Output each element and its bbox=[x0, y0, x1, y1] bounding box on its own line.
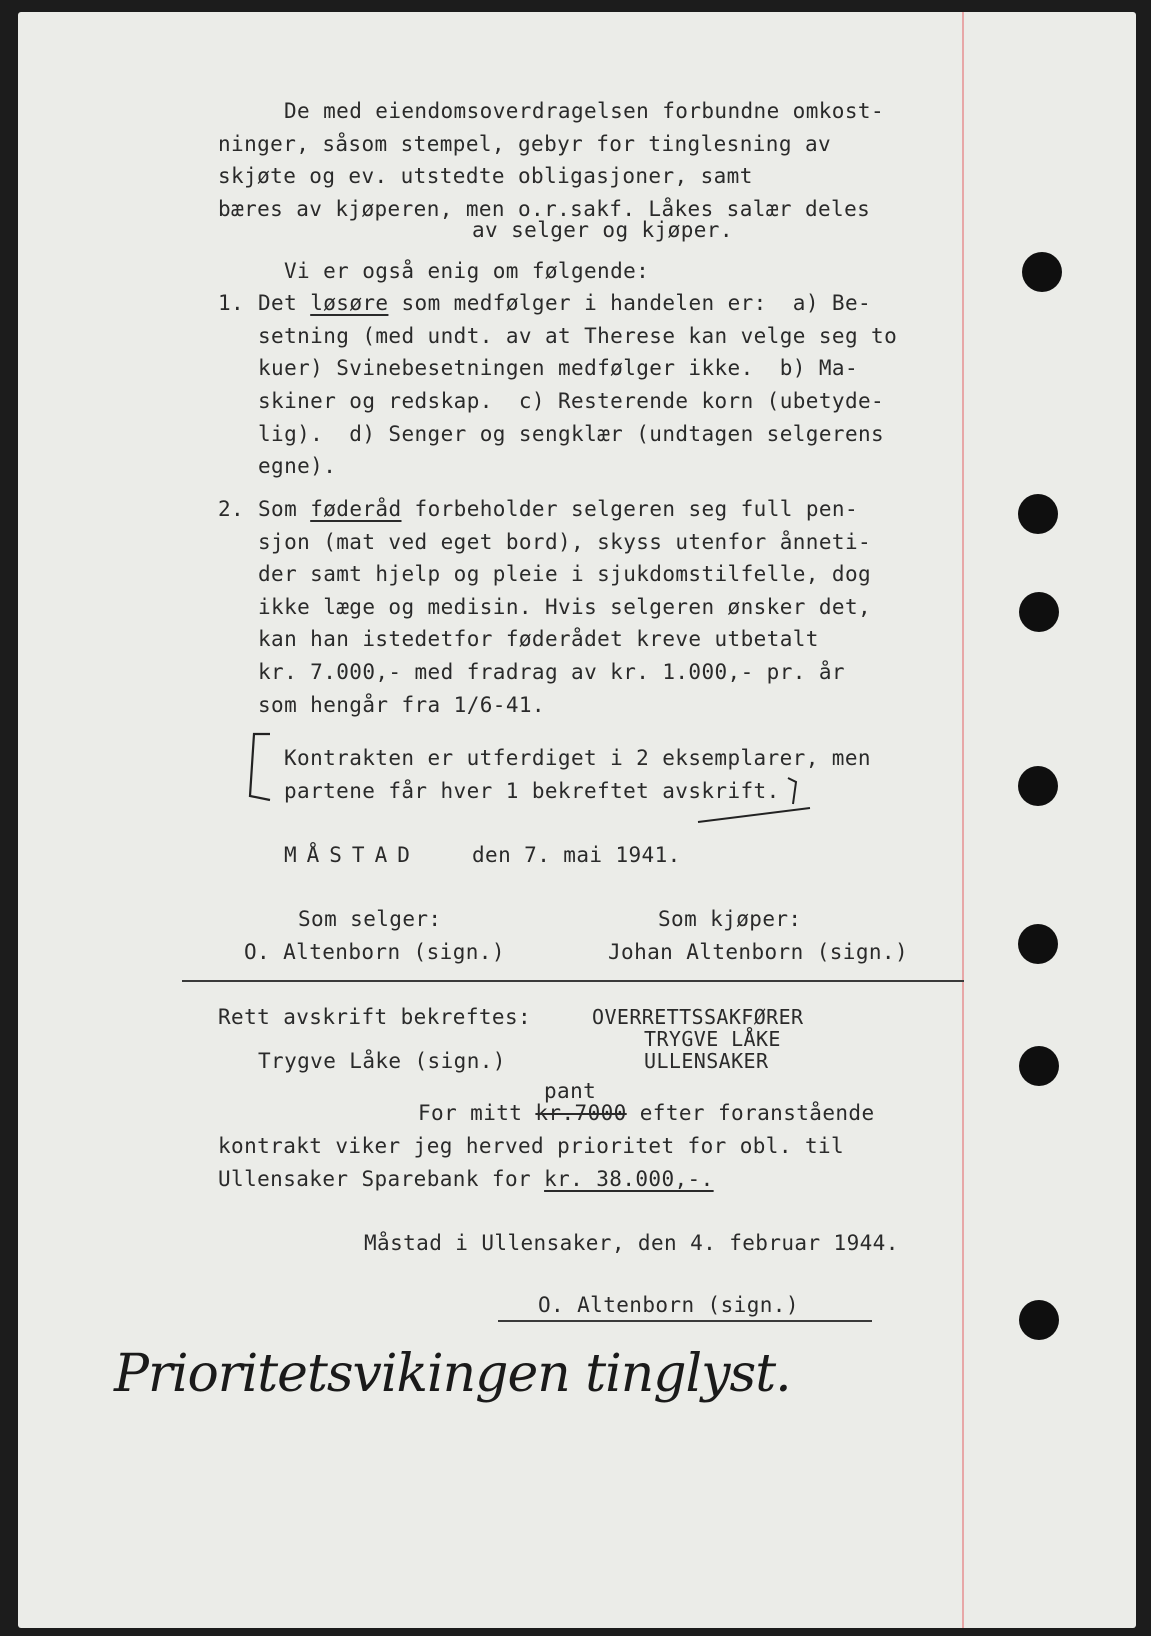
item2-line-4: ikke læge og medisin. Hvis selgeren ønsker det, bbox=[258, 595, 872, 619]
contract-note-line-1: Kontrakten er utferdiget i 2 eksemplarer, men bbox=[284, 746, 871, 770]
seller-label: Som selger: bbox=[298, 907, 442, 931]
document-page bbox=[18, 12, 1136, 1628]
item1-number: 1. bbox=[218, 291, 245, 315]
certifier-signature: Trygve Låke (sign.) bbox=[258, 1049, 506, 1073]
item2-line-3: der samt hjelp og pleie i sjukdomstilfelle, dog bbox=[258, 562, 872, 586]
item1-line-5: lig). d) Senger og sengklær (undtagen selgerens bbox=[258, 422, 885, 446]
divider bbox=[182, 980, 964, 982]
punch-hole bbox=[1019, 592, 1059, 632]
certify-label: Rett avskrift bekreftes: bbox=[218, 1005, 532, 1029]
place-name: MÅSTAD bbox=[284, 843, 420, 867]
item1-line-1 bbox=[258, 290, 871, 316]
priority-insert: pant bbox=[544, 1079, 597, 1103]
costs-line-4: bæres av kjøperen, men o.r.sakf. Låkes salær deles bbox=[218, 197, 871, 221]
item1-underlined: løsøre bbox=[310, 291, 389, 315]
buyer-signature: Johan Altenborn (sign.) bbox=[608, 940, 908, 964]
item1-pre: Det bbox=[258, 291, 311, 315]
priority-line-1 bbox=[418, 1100, 875, 1126]
contract-note-line-2: partene får hver 1 bekreftet avskrift. bbox=[284, 779, 780, 803]
item2-line-5: kan han istedetfor føderådet kreve utbetalt bbox=[258, 627, 819, 651]
costs-line-3: skjøte og ev. utstedte obligasjoner, samt bbox=[218, 164, 753, 188]
item2-line-6: kr. 7.000,- med fradrag av kr. 1.000,- pr. år bbox=[258, 660, 845, 684]
costs-line-2: ninger, såsom stempel, gebyr for tinglesning av bbox=[218, 132, 832, 156]
item2-line-1 bbox=[258, 496, 858, 522]
priority-struck-amount: kr.7000 bbox=[535, 1101, 627, 1125]
item1-line-4: skiner og redskap. c) Resterende korn (ubetyde- bbox=[258, 389, 885, 413]
item2-line-7: som hengår fra 1/6-41. bbox=[258, 693, 545, 717]
costs-line-1: De med eiendomsoverdragelsen forbundne omkost- bbox=[284, 99, 884, 123]
item1-post: som medfølger i handelen er: a) Be- bbox=[388, 291, 872, 315]
punch-hole bbox=[1018, 494, 1058, 534]
item1-line-6: egne). bbox=[258, 454, 337, 478]
stamp-line-2: TRYGVE LÅKE bbox=[644, 1027, 781, 1051]
priority-line-3 bbox=[218, 1166, 714, 1192]
stamp-line-1: OVERRETTSSAKFØRER bbox=[592, 1005, 804, 1029]
priority-place-date: Måstad i Ullensaker, den 4. februar 1944. bbox=[364, 1231, 899, 1255]
item2-underlined: føderåd bbox=[310, 497, 402, 521]
stamp-line-3: ULLENSAKER bbox=[644, 1049, 769, 1073]
item1-line-2: setning (med undt. av at Therese kan velge seg to bbox=[258, 324, 898, 348]
agree-intro: Vi er også enig om følgende: bbox=[284, 259, 650, 283]
item2-line-2: sjon (mat ved eget bord), skyss utenfor ånneti- bbox=[258, 530, 872, 554]
punch-hole bbox=[1018, 924, 1058, 964]
handwritten-note: Prioritetsvikingen tinglyst. bbox=[114, 1344, 791, 1404]
priority-l3-pre: Ullensaker Sparebank for bbox=[218, 1167, 545, 1191]
margin-line bbox=[962, 12, 964, 1628]
priority-pre: For mitt bbox=[418, 1101, 536, 1125]
item2-pre: Som bbox=[258, 497, 311, 521]
punch-hole bbox=[1022, 252, 1062, 292]
buyer-label: Som kjøper: bbox=[658, 907, 802, 931]
priority-post: efter foranstående bbox=[626, 1101, 875, 1125]
item1-line-3: kuer) Svinebesetningen medfølger ikke. b) Ma- bbox=[258, 356, 858, 380]
priority-line-2: kontrakt viker jeg herved prioritet for obl. til bbox=[218, 1134, 845, 1158]
punch-hole bbox=[1018, 766, 1058, 806]
punch-hole bbox=[1019, 1300, 1059, 1340]
signature-line bbox=[498, 1320, 872, 1322]
seller-signature: O. Altenborn (sign.) bbox=[244, 940, 505, 964]
item2-number: 2. bbox=[218, 497, 245, 521]
item2-post: forbeholder selgeren seg full pen- bbox=[401, 497, 859, 521]
priority-signature: O. Altenborn (sign.) bbox=[538, 1293, 799, 1317]
priority-amount: kr. 38.000,-. bbox=[544, 1167, 714, 1191]
punch-hole bbox=[1019, 1046, 1059, 1086]
costs-line-5: av selger og kjøper. bbox=[472, 218, 733, 242]
contract-date: den 7. mai 1941. bbox=[472, 843, 681, 867]
